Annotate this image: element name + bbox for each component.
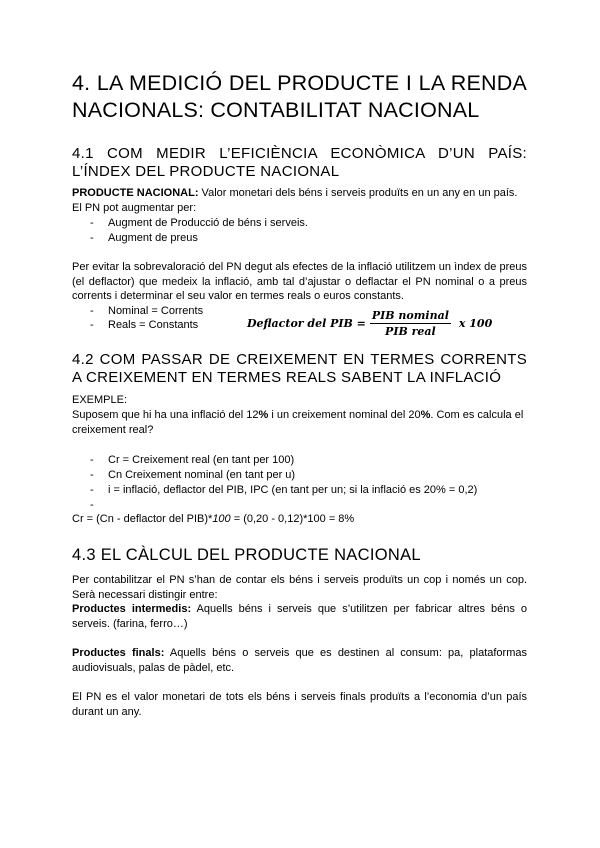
list-item: -: [90, 499, 94, 511]
intermedis-text: Aquells béns i serveis que s’utilitzen per fabricar altres béns o serveis. (farina, ferro…): [72, 603, 527, 630]
formula-lhs: Deflactor del PIB =: [247, 316, 366, 330]
finals-term: Productes finals:: [72, 647, 165, 659]
list-item-text: Nominal = Corrents: [108, 305, 204, 317]
deflactor-formula: [247, 308, 492, 338]
definition-producte-nacional: [72, 186, 527, 201]
example-label: EXEMPLE:: [72, 394, 128, 406]
formula-rhs: x 100: [458, 316, 493, 330]
list-item: - Augment de Producció de béns i serveis.: [90, 217, 308, 229]
result-text-c: = (0,20 - 0,12)*100 = 8%: [230, 513, 355, 525]
formula-denominator: PIB real: [385, 324, 436, 338]
example-text-a: Suposem que hi ha una inflació del 12: [72, 409, 259, 421]
list-item: - Augment de preus: [90, 232, 198, 244]
example-text-b: i un creixement nominal del 20: [268, 409, 421, 421]
list-item-text: Augment de preus: [108, 232, 198, 244]
definition-term: PRODUCTE NACIONAL:: [72, 187, 199, 199]
list-item-text: Cr = Creixement real (en tant per 100): [108, 454, 295, 466]
section-heading-4-2: 4.2 COM PASSAR DE CREIXEMENT EN TERMES CORRENTS A CREIXEMENT EN TERMES REALS SABENT LA INFLACIÓ: [72, 351, 527, 386]
section-heading-4-3: 4.3 EL CÀLCUL DEL PRODUCTE NACIONAL: [72, 546, 421, 564]
pn-intro: El PN pot augmentar per:: [72, 202, 197, 214]
example-text: [72, 408, 527, 437]
deflactor-paragraph: Per evitar la sobrevaloració del PN degut als efectes de la inflació utilitzem un ìndex de preus (el deflactor) que medeix la inflació, amb tal d’ajustar o deflactar el PN nominal o a preus corrents i determinar el seu valor en termes reals o euros constants.: [72, 261, 527, 303]
intermedis-term: Productes intermedis:: [72, 603, 192, 615]
finals-text: Aquells béns o serveis que es destinen al consum: pa, plataformas audiovisuals, palas de pàdel, etc.: [72, 647, 527, 674]
list-item: - i = inflació, deflactor del PIB, IPC (en tant per un; si la inflació es 20% = 0,2): [90, 484, 478, 496]
formula-numerator: PIB nominal: [371, 308, 449, 322]
list-item: - Reals = Constants: [90, 319, 199, 331]
list-item: - Nominal = Corrents: [90, 305, 204, 317]
formula-fraction: [370, 309, 451, 338]
page-title: 4. LA MEDICIÓ DEL PRODUCTE I LA RENDA NACIONALS: CONTABILITAT NACIONAL: [72, 71, 527, 122]
list-item-text: Augment de Producció de béns i serveis.: [108, 217, 308, 229]
list-item-text: Reals = Constants: [108, 319, 199, 331]
result-text-b: 100: [212, 513, 231, 525]
productes-finals: [72, 646, 527, 675]
example-pct-2: %: [420, 409, 431, 421]
section3-intro: Per contabilitzar el PN s’han de contar els béns i serveis produïts un cop i només un cop. Serà necessari distingir entre:: [72, 574, 527, 601]
definition-text: Valor monetari dels béns i serveis produïts en un any en un país.: [198, 187, 518, 199]
productes-intermedis: [72, 602, 527, 631]
example-result: [72, 512, 527, 527]
example-pct-1: %: [258, 409, 269, 421]
list-item: - Cn Creixement nominal (en tant per u): [90, 469, 296, 481]
list-item-text: Cn Creixement nominal (en tant per u): [108, 469, 296, 481]
result-text-a: Cr = (Cn - deflactor del PIB)*: [72, 513, 213, 525]
section-heading-4-1: 4.1 COM MEDIR L’EFICIÈNCIA ECONÒMICA D’UN PAÍS: L’ÍNDEX DEL PRODUCTE NACIONAL: [72, 145, 527, 180]
list-item: - Cr = Creixement real (en tant per 100): [90, 454, 295, 466]
list-item-text: i = inflació, deflactor del PIB, IPC (en tant per un; si la inflació es 20% = 0,2): [108, 484, 478, 496]
example-text-c: . Com es calcula el creixement real?: [72, 409, 524, 436]
conclusion-paragraph: El PN es el valor monetari de tots els béns i serveis finals produïts a l’economia d’un país durant un any.: [72, 691, 527, 718]
